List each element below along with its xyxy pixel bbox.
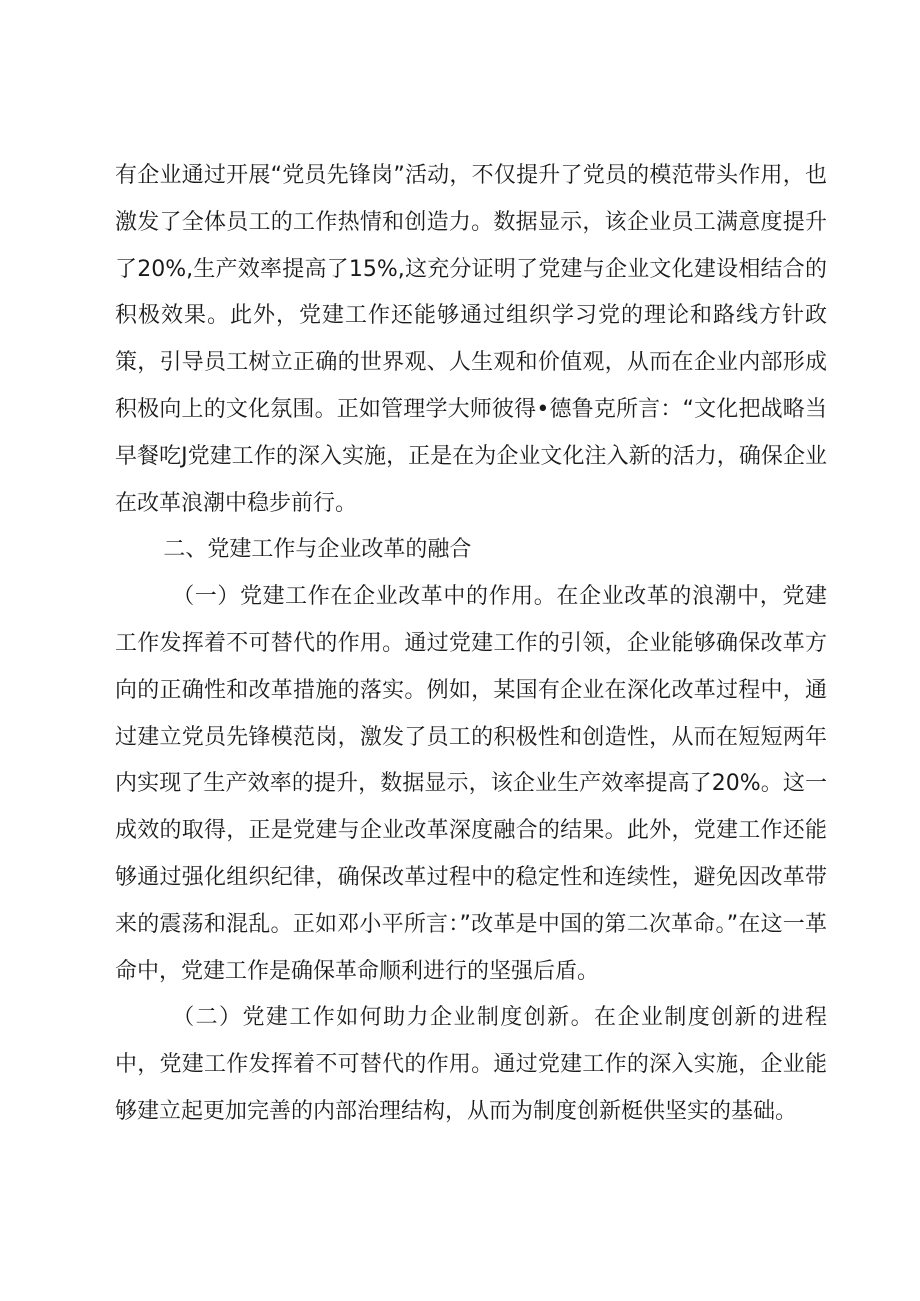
section-heading-party-and-reform: 二、党建工作与企业改革的融合 [163, 537, 472, 563]
paragraph-role-in-reform: （一）党建工作在企业改革中的作用。在企业改革的浪潮中，党建工作发挥着不可替代的作用。通过党建工作的引领，企业能够确保改革方向的正确性和改革措施的落实。例如，某国有企业在深化改革过程中，通过建立党员先锋模范岗，激发了员工的积极性和创造性，从而在短短两年内实现了生产效率的提升，数据显示，该企业生产效率提高了20%。这一成效的取得，正是党建与企业改革深度融合的结果。此外，党建工作还能够通过强化组织纪律，确保改革过程中的稳定性和连续性，避免因改革带来的震荡和混乱。正如邓小平所言：”改革是中国的第二次革命。”在这一革命中，党建工作是确保革命顺利进行的坚强后盾。 [115, 584, 827, 984]
paragraph-party-pioneer-post: 有企业通过开展“党员先锋岗”活动，不仅提升了党员的模范带头作用，也激发了全体员工的工作热情和创造力。数据显示，该企业员工满意度提升了20%,生产效率提高了15%,这充分证明了党建与企业文化建设相结合的积极效果。此外，党建工作还能够通过组织学习党的理论和路线方针政策，引导员工树立正确的世界观、人生观和价值观，从而在企业内部形成积极向上的文化氛围。正如管理学大师彼得•德鲁克所言：“文化把战略当早餐吃J党建工作的深入实施，正是在为企业文化注入新的活力，确保企业在改革浪潮中稳步前行。 [115, 163, 827, 516]
document-body [115, 153, 827, 1136]
paragraph-institutional-innovation: （二）党建工作如何助力企业制度创新。在企业制度创新的进程中，党建工作发挥着不可替代的作用。通过党建工作的深入实施，企业能够建立起更加完善的内部治理结构，从而为制度创新梃供坚实的基础。 [115, 1005, 827, 1124]
